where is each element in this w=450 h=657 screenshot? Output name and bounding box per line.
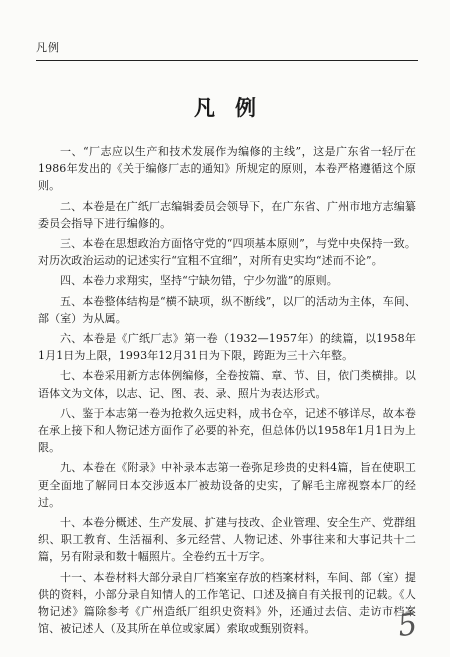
paragraph-1: 一、“厂志应以生产和技术发展作为编修的主线”，这是广东省一轻厅在1986年发出的《关于编修厂志的通知》所规定的原则，本卷严格遵循这个原则。 — [38, 145, 416, 193]
paragraph-7: 七、本卷采用新方志体例编修，全卷按篇、章、节、目，依门类横排。以语体文为文体，以志、记、图、表、录、照片为表达形式。 — [38, 369, 416, 400]
paragraph-5: 五、本卷整体结构是“横不缺项，纵不断线”，以厂的活动为主体，车间、部（室）为从属。 — [38, 294, 416, 325]
paragraph-8: 八、鉴于本志第一卷为抢救久远史料，成书仓卒，记述不够详尽，故本卷在承上接下和人物记述方面作了必要的补充，但总体仍以1958年1月1日为上限。 — [38, 406, 416, 455]
page-number: 5 — [395, 606, 420, 645]
paragraph-10: 十、本卷分概述、生产发展、扩建与技改、企业管理、安全生产、党群组织、职工教育、生活福利、多元经营、人物记述、外事往来和大事记共十二篇，另有附录和数十幅照片。全卷约五十万字。 — [38, 516, 416, 564]
header-rule — [36, 60, 418, 61]
paragraph-4: 四、本卷力求翔实，坚持“宁缺勿错，宁少勿滥”的原则。 — [60, 274, 338, 288]
paragraph-9: 九、本卷在《附录》中补录本志第一卷弥足珍贵的史料4篇，旨在使职工更全面地了解同日本交涉返本厂被劫设备的史实，了解毛主席视察本厂的经过。 — [38, 461, 416, 509]
running-header: 凡例 — [36, 41, 60, 54]
page-title: 凡例 — [194, 95, 276, 120]
body-text — [38, 143, 416, 640]
paragraph-6: 六、本卷是《广纸厂志》第一卷（1932—1957年）的续篇，以1958年1月1日为上限，1993年12月31日为下限，跨距为三十六年整。 — [38, 332, 416, 363]
paragraph-3: 三、本卷在思想政治方面恪守党的“四项基本原则”，与党中央保持一致。对历次政治运动的记述实行“宜粗不宜细”，对所有史实均“述而不论”。 — [38, 237, 416, 268]
paragraph-11: 十一、本卷材料大部分录自厂档案室存放的档案材料，车间、部（室）提供的资料，小部分录自知情人的工作笔记、口述及摘自有关报刊的记载。《人物记述》篇除参考《广州造纸厂组织史资料》外，还通过去信、走访市档案馆、被记述人（及其所在单位或家属）索取或甄别资料。 — [38, 570, 416, 636]
paragraph-2: 二、本卷是在广纸厂志编辑委员会领导下，在广东省、广州市地方志编纂委员会指导下进行编修的。 — [38, 199, 416, 230]
